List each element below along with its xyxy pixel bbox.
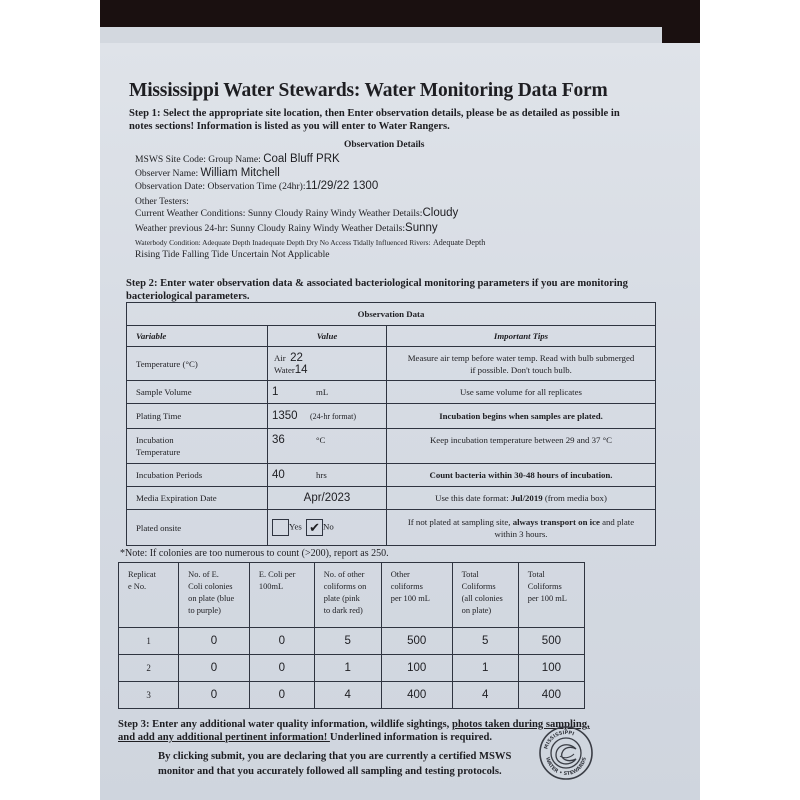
site-code-field — [135, 153, 340, 166]
ecoli-colonies[interactable]: 0 — [179, 655, 250, 682]
incubation-temp-label — [127, 429, 268, 464]
observation-details-heading: Observation Details — [344, 140, 425, 150]
sample-volume-label: Sample Volume — [127, 381, 268, 404]
observation-data-table — [126, 302, 656, 546]
hdr-line: on plate) — [461, 606, 492, 615]
hdr-line: (all colonies — [461, 594, 503, 603]
plated-tip-suffix: and plate — [599, 516, 635, 527]
media-expiration-value[interactable]: Apr/2023 — [303, 492, 351, 504]
temperature-tip-line1: Measure air temp before water temp. Read with bulb submerged — [407, 352, 635, 363]
step1-line2: notes sections! Information is listed as you will enter to Water Rangers. — [129, 121, 450, 132]
step3-text: Step 3: Enter any additional water quality information, wildlife sightings, — [118, 719, 452, 730]
table-title-row — [127, 303, 656, 326]
replicate-no: 1 — [119, 628, 179, 655]
table-header-row — [127, 326, 656, 347]
header-variable: Variable — [127, 326, 268, 347]
media-expiration-cell — [268, 487, 387, 510]
temperature-tip — [387, 347, 656, 381]
plating-time-unit: (24-hr format) — [310, 412, 356, 421]
hdr-line: E. Coli per — [258, 570, 296, 579]
form-sheet — [100, 43, 700, 800]
hdr-line: coliforms — [390, 582, 423, 591]
sample-volume-value[interactable]: 1 — [272, 386, 279, 398]
ecoli-colonies[interactable]: 0 — [179, 628, 250, 655]
plated-yes-label: Yes — [289, 521, 302, 532]
total-coliforms[interactable]: 4 — [452, 682, 518, 709]
plated-onsite-label: Plated onsite — [127, 510, 268, 546]
previous-weather-label: Weather previous 24-hr: Sunny Cloudy Rainy Windy Weather Details: — [135, 223, 406, 234]
step3-underlined-photos: photos taken during sampling, — [451, 719, 590, 730]
incubation-temp-unit: °C — [316, 435, 326, 445]
table-row-plated-onsite — [127, 510, 656, 546]
previous-weather-value[interactable]: Sunny — [405, 222, 438, 234]
media-tip-format: Jul/2019 — [510, 493, 543, 503]
replicate-no: 2 — [119, 655, 179, 682]
incubation-periods-label: Incubation Periods — [127, 464, 268, 487]
table-row-plating-time — [127, 404, 656, 429]
table-row — [119, 682, 585, 709]
temperature-tip-line2: if possible. Don't touch bulb. — [470, 364, 572, 375]
document-photo — [100, 0, 700, 800]
hdr-line: per 100 mL — [390, 594, 430, 603]
check-mark-icon: ✔ — [309, 520, 320, 535]
other-coliforms[interactable]: 5 — [314, 628, 381, 655]
media-tip-text: Use this date format: — [435, 493, 511, 503]
other-testers-label: Other Testers: — [135, 196, 189, 207]
table-row — [119, 655, 585, 682]
incubation-periods-unit: hrs — [316, 470, 327, 480]
step3-underlined-info: and add any additional pertinent information! — [118, 732, 330, 743]
seal-text-bottom: WATER • STEWARDS — [544, 756, 588, 778]
current-weather-label: Current Weather Conditions: Sunny Cloudy Rainy Windy Weather Details: — [135, 208, 423, 219]
hdr-line: Total — [461, 570, 479, 579]
media-tip-suffix: (from media box) — [542, 493, 607, 503]
incubation-temp-tip: Keep incubation temperature between 29 and 37 °C — [387, 429, 656, 464]
plated-tip-line2: within 3 hours. — [494, 528, 548, 539]
plated-tip-text: If not plated at sampling site, — [407, 516, 513, 527]
header-tips: Important Tips — [387, 326, 656, 347]
sample-volume-tip: Use same volume for all replicates — [387, 381, 656, 404]
hdr-line: plate (pink — [323, 594, 360, 603]
current-weather-value[interactable]: Cloudy — [422, 207, 459, 219]
step1-line1: Step 1: Select the appropriate site location, then Enter observation details, please be as detailed as possible in — [129, 108, 620, 119]
waterbody-condition-value[interactable]: Adequate Depth — [433, 238, 486, 247]
previous-weather-field — [135, 222, 438, 235]
header-ecoli-per-100ml — [249, 563, 314, 628]
total-coliforms-per-100ml[interactable]: 500 — [518, 628, 584, 655]
other-coliforms-per-100ml[interactable]: 400 — [381, 682, 452, 709]
hdr-line: per 100 mL — [527, 594, 567, 603]
declaration-line1: By clicking submit, you are declaring that you are currently a certified MSWS — [158, 751, 512, 762]
hdr-line: Coliforms — [461, 582, 496, 591]
other-coliforms[interactable]: 1 — [314, 655, 381, 682]
ecoli-per-100ml[interactable]: 0 — [249, 628, 314, 655]
observer-label: Observer Name: — [135, 168, 199, 179]
site-code-value[interactable]: Coal Bluff PRK — [263, 153, 340, 165]
site-code-label: MSWS Site Code: Group Name: — [135, 154, 261, 165]
seal-text-top: MISSISSIPPI — [543, 729, 575, 751]
air-temp-value[interactable]: 22 — [290, 351, 303, 364]
hdr-line: No. of other — [323, 570, 365, 579]
incubation-temp-label-line1: Incubation — [136, 435, 174, 445]
sample-volume-unit: mL — [316, 387, 329, 397]
plated-tip-bold: always transport on ice — [512, 516, 600, 527]
replicate-no: 3 — [119, 682, 179, 709]
incubation-periods-value[interactable]: 40 — [272, 469, 285, 481]
incubation-periods-tip: Count bacteria within 30-48 hours of incubation. — [387, 464, 656, 487]
table-row-media-expiration — [127, 487, 656, 510]
hdr-line: coliforms on — [323, 582, 367, 591]
header-total-coliforms — [452, 563, 518, 628]
step1-instructions — [129, 107, 620, 133]
temperature-values — [268, 347, 387, 381]
plating-time-tip: Incubation begins when samples are plated. — [387, 404, 656, 429]
observation-date-value[interactable]: 11/29/22 1300 — [305, 180, 379, 192]
sample-volume-cell — [268, 381, 387, 404]
media-expiration-tip — [387, 487, 656, 510]
table-title: Observation Data — [127, 303, 656, 326]
declaration-line2: monitor and that you accurately followed all sampling and testing protocols. — [158, 766, 502, 777]
plated-no-checkbox[interactable] — [306, 519, 323, 536]
replicate-header-row — [119, 563, 585, 628]
incubation-temp-value[interactable]: 36 — [272, 434, 285, 446]
observation-date-label: Observation Date: Observation Time (24hr): — [135, 181, 306, 192]
hdr-line: Coli colonies — [188, 582, 233, 591]
plated-onsite-tip — [387, 510, 656, 546]
table-row-sample-volume — [127, 381, 656, 404]
table-row-incubation-temp — [127, 429, 656, 464]
media-expiration-label: Media Expiration Date — [127, 487, 268, 510]
incubation-temp-cell — [268, 429, 387, 464]
table-row — [119, 628, 585, 655]
ecoli-colonies[interactable]: 0 — [179, 682, 250, 709]
declaration — [158, 749, 511, 779]
ecoli-per-100ml[interactable]: 0 — [249, 682, 314, 709]
hdr-line: to dark red) — [323, 606, 363, 615]
total-coliforms[interactable]: 5 — [452, 628, 518, 655]
hdr-line: Coliforms — [527, 582, 562, 591]
hdr-line: 100mL — [258, 582, 284, 591]
form-title: Mississippi Water Stewards: Water Monitoring Data Form — [129, 80, 608, 101]
header-other-coliforms — [314, 563, 381, 628]
hdr-line: on plate (blue — [188, 594, 235, 603]
temperature-label: Temperature (°C) — [127, 347, 268, 381]
observer-field — [135, 167, 280, 180]
header-value: Value — [268, 326, 387, 347]
plated-onsite-cell — [268, 510, 387, 546]
total-coliforms-per-100ml[interactable]: 400 — [518, 682, 584, 709]
plating-time-cell — [268, 404, 387, 429]
total-coliforms-per-100ml[interactable]: 100 — [518, 655, 584, 682]
replicate-table — [118, 562, 585, 709]
table-row-incubation-periods — [127, 464, 656, 487]
current-weather-field — [135, 207, 458, 220]
waterbody-condition-label: Waterbody Condition: Adequate Depth Inadequate Depth Dry No Access Tidally Influenced Rivers: — [135, 238, 431, 247]
step2-line2: bacteriological parameters. — [126, 291, 250, 302]
hdr-line: Total — [527, 570, 545, 579]
plating-time-value[interactable]: 1350 — [272, 410, 298, 422]
ecoli-per-100ml[interactable]: 0 — [249, 655, 314, 682]
colonies-note: *Note: If colonies are too numerous to count (>200), report as 250. — [120, 548, 389, 559]
hdr-line: Replicat — [128, 570, 156, 579]
msws-seal-logo — [538, 725, 594, 781]
incubation-periods-cell — [268, 464, 387, 487]
header-ecoli-colonies — [179, 563, 250, 628]
plated-no-label: No — [323, 521, 334, 532]
observer-value[interactable]: William Mitchell — [200, 167, 280, 179]
header-replicate-no — [119, 563, 179, 628]
step2-line1: Step 2: Enter water observation data & associated bacteriological monitoring parameters if you are monitoring — [126, 278, 628, 289]
incubation-temp-label-line2: Temperature — [136, 447, 181, 457]
step3-required-note: Underlined information is required. — [329, 732, 492, 743]
water-temp-value[interactable]: 14 — [294, 363, 308, 376]
hdr-line: No. of E. — [188, 570, 219, 579]
total-coliforms[interactable]: 1 — [452, 655, 518, 682]
observation-date-field — [135, 180, 378, 193]
step3-instructions — [118, 718, 590, 744]
plated-yes-checkbox[interactable] — [272, 519, 289, 536]
water-label: Water — [274, 364, 295, 375]
hdr-line: e No. — [128, 582, 147, 591]
hdr-line: Other — [390, 570, 410, 579]
tide-options: Rising Tide Falling Tide Uncertain Not Applicable — [135, 249, 330, 260]
hdr-line: to purple) — [188, 606, 221, 615]
other-coliforms[interactable]: 4 — [314, 682, 381, 709]
plating-time-label: Plating Time — [127, 404, 268, 429]
header-total-coliforms-per-100ml — [518, 563, 584, 628]
other-coliforms-per-100ml[interactable]: 100 — [381, 655, 452, 682]
air-label: Air — [274, 352, 286, 363]
header-other-coliforms-per-100ml — [381, 563, 452, 628]
table-row-temperature — [127, 347, 656, 381]
other-coliforms-per-100ml[interactable]: 500 — [381, 628, 452, 655]
step2-instructions — [126, 277, 628, 303]
